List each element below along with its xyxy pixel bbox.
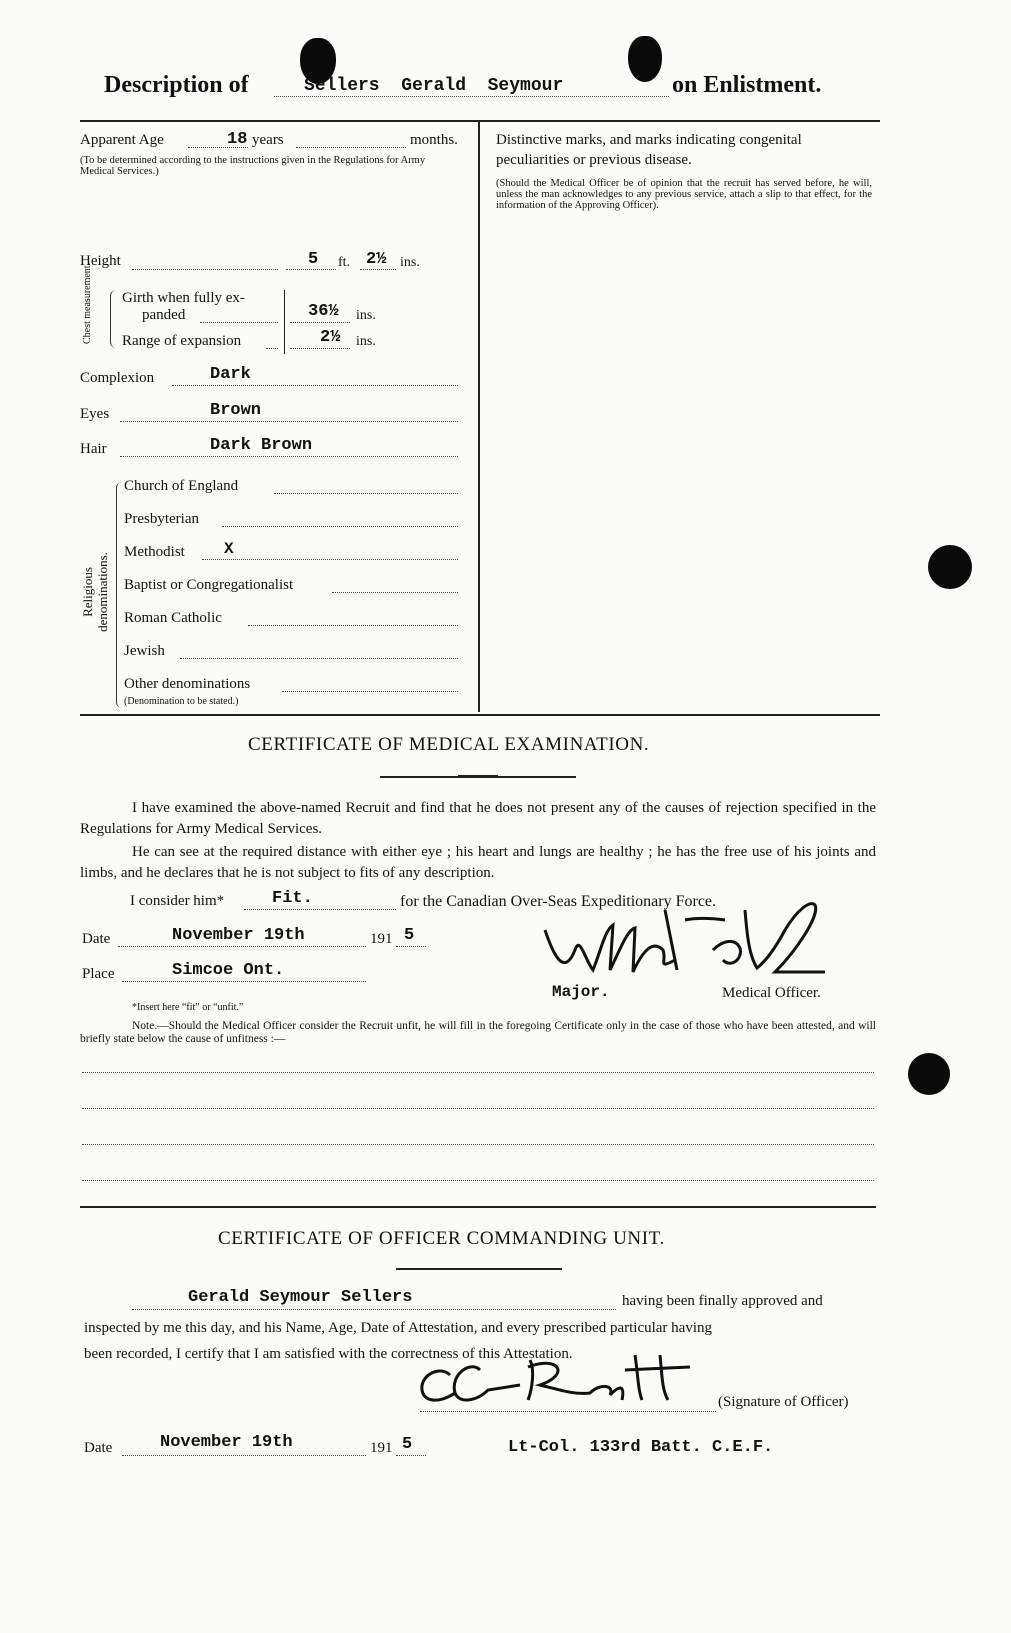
girth-dots (200, 322, 278, 323)
religion-dots (282, 691, 458, 692)
religion-mark: X (224, 540, 234, 558)
religion-label: Baptist or Congregationalist (124, 577, 294, 593)
age-value: 18 (227, 130, 248, 149)
religion-item (124, 511, 458, 531)
force-text: for the Canadian Over-Seas Expeditionary Force. (400, 893, 717, 910)
medical-certificate-heading: CERTIFICATE OF MEDICAL EXAMINATION. (248, 734, 650, 755)
medical-para2-text: He can see at the required distance with either eye ; his heart and lungs are healthy ; he has the free use of his joints and limbs, and he declares that he is not subject to fits of any description. (80, 844, 876, 881)
unfit-cause-line-1 (82, 1072, 874, 1073)
eyes-dots (120, 421, 458, 422)
commanding-year-digit: 5 (402, 1435, 413, 1454)
chest-label-text: Chest measurement. (82, 262, 93, 344)
signature-dots (420, 1411, 716, 1412)
title-prefix: Description of (104, 72, 249, 98)
name-line (274, 96, 669, 97)
unfit-cause-line-3 (82, 1144, 874, 1145)
consider-label: I consider him* (130, 893, 225, 909)
medical-heading-rule-thick (458, 775, 498, 778)
religion-item (124, 676, 458, 696)
distinctive-marks-title: Distinctive marks, and marks indicating congenital peculiarities or previous disease. (496, 132, 802, 168)
religion-dots (332, 592, 458, 593)
eyes-value: Brown (210, 401, 262, 420)
commanding-name-dots (132, 1309, 616, 1310)
hair-value: Dark Brown (210, 436, 313, 455)
signature-of-officer-label: (Signature of Officer) (718, 1394, 849, 1410)
religion-item (124, 643, 458, 663)
range-dots (266, 348, 278, 349)
medical-year-prefix: 191 (370, 931, 393, 947)
feet-label: ft. (338, 255, 351, 270)
height-dots (132, 269, 278, 270)
column-divider (478, 122, 480, 712)
religion-label: Methodist (124, 544, 185, 560)
religion-side-label-1: Religious (80, 567, 95, 617)
years-label: years (252, 132, 284, 148)
commanding-text-3: been recorded, I certify that I am satisfied with the correctness of this Attestation. (84, 1346, 573, 1362)
distinctive-marks-note: (Should the Medical Officer be of opinion that the recruit has served before, he will, unless the man acknowledges to any previous service, attach a slip to that effect, for the information of the Approving Officer). (496, 178, 872, 211)
hair-label: Hair (80, 441, 107, 457)
girth-divider (284, 290, 285, 354)
religion-label: Church of England (124, 478, 239, 494)
girth-value-dots (290, 322, 350, 323)
religion-dots (180, 658, 458, 659)
commanding-certificate-heading: CERTIFICATE OF OFFICER COMMANDING UNIT. (218, 1228, 665, 1249)
insert-note: *Insert here “fit” or “unfit.” (132, 1002, 244, 1013)
commanding-recruit-name: Gerald Seymour Sellers (188, 1288, 413, 1307)
recruit-name: Sellers Gerald Seymour (304, 76, 564, 96)
religion-item (124, 610, 458, 630)
section-rule (80, 1206, 876, 1208)
unfit-note (80, 1020, 876, 1046)
commanding-officer-signature (410, 1345, 710, 1415)
religion-label: Other denominations (124, 676, 251, 692)
chest-brace (110, 290, 117, 348)
commanding-text-2: inspected by me this day, and his Name, Age, Date of Attestation, and every prescribed particular having (84, 1320, 713, 1336)
distinctive-marks-panel (496, 130, 876, 710)
place-label: Place (82, 966, 115, 982)
unfit-cause-line-2 (82, 1108, 874, 1109)
commanding-text-1: having been finally approved and (622, 1293, 823, 1309)
punch-hole-right-upper (928, 545, 972, 589)
description-panel (80, 122, 476, 712)
eyes-label: Eyes (80, 406, 110, 422)
religion-item (124, 540, 458, 564)
age-note: (To be determined according to the instructions given in the Regulations for Army Medical Services.) (80, 155, 426, 177)
religion-label: Jewish (124, 643, 165, 659)
medical-para1-text: I have examined the above-named Recruit and find that he does not present any of the causes of rejection specified in the Regulations for Army Medical Services. (80, 800, 876, 837)
girth-value: 36½ (308, 302, 339, 321)
months-dots (296, 147, 406, 148)
commanding-date-label: Date (84, 1440, 113, 1456)
commanding-year-dots (396, 1455, 426, 1456)
girth-ins-label: ins. (356, 308, 376, 323)
medical-date-dots (118, 946, 366, 947)
girth-label-1: Girth when fully ex- (122, 290, 245, 306)
religion-dots (222, 526, 458, 527)
medical-officer-signature (535, 890, 835, 990)
denomination-note: (Denomination to be stated.) (124, 696, 239, 707)
religion-dots (202, 559, 458, 560)
religion-side-label-2: denominations. (95, 552, 110, 632)
consider-dots (244, 909, 396, 910)
religion-item (124, 577, 458, 597)
commanding-date-dots (122, 1455, 366, 1456)
age-label: Apparent Age (80, 132, 164, 148)
bottom-rule (80, 714, 880, 716)
medical-date-label: Date (82, 931, 111, 947)
chest-measurement-label (82, 262, 93, 344)
medical-date-value: November 19th (172, 926, 305, 945)
range-label: Range of expansion (122, 333, 242, 349)
religion-list (124, 478, 458, 714)
religion-dots (248, 625, 458, 626)
complexion-dots (172, 385, 458, 386)
height-feet-value: 5 (308, 250, 319, 269)
medical-paragraph-2 (80, 842, 876, 884)
commanding-year-prefix: 191 (370, 1440, 393, 1456)
religion-side-label (80, 532, 110, 652)
months-label: months. (410, 132, 458, 148)
commanding-unit: Lt-Col. 133rd Batt. C.E.F. (508, 1438, 774, 1457)
fitness-value: Fit. (272, 889, 313, 908)
inches-label: ins. (400, 255, 420, 270)
commanding-date-value: November 19th (160, 1433, 293, 1452)
height-label: Height (80, 253, 121, 269)
medical-year-dots (396, 946, 426, 947)
height-inches-value: 2½ (366, 250, 387, 269)
medical-officer-label: Medical Officer. (722, 985, 821, 1001)
unfit-note-text: Note.—Should the Medical Officer consider the Recruit unfit, he will fill in the foregoing Certificate only in the case of those who have been attested, and will briefly state below the cause of unfitness :— (80, 1020, 876, 1045)
religion-item (124, 478, 458, 498)
height-in-dots (360, 269, 396, 270)
religion-label: Presbyterian (124, 511, 199, 527)
medical-paragraph-1 (80, 798, 876, 840)
complexion-label: Complexion (80, 370, 155, 386)
religion-label: Roman Catholic (124, 610, 222, 626)
document-title (104, 72, 864, 106)
unfit-cause-line-4 (82, 1180, 874, 1181)
place-dots (122, 981, 366, 982)
title-suffix: on Enlistment. (672, 72, 822, 98)
punch-hole-right-lower (908, 1053, 950, 1095)
height-ft-dots (286, 269, 336, 270)
range-value: 2½ (320, 328, 341, 347)
range-ins-label: ins. (356, 334, 376, 349)
range-value-dots (290, 348, 350, 349)
complexion-value: Dark (210, 365, 251, 384)
place-value: Simcoe Ont. (172, 961, 285, 980)
hair-dots (120, 456, 458, 457)
commanding-heading-rule (396, 1268, 562, 1270)
medical-officer-rank: Major. (552, 983, 610, 1001)
religion-dots (274, 493, 458, 494)
medical-year-digit: 5 (404, 926, 415, 945)
girth-label-2: panded (142, 307, 186, 323)
